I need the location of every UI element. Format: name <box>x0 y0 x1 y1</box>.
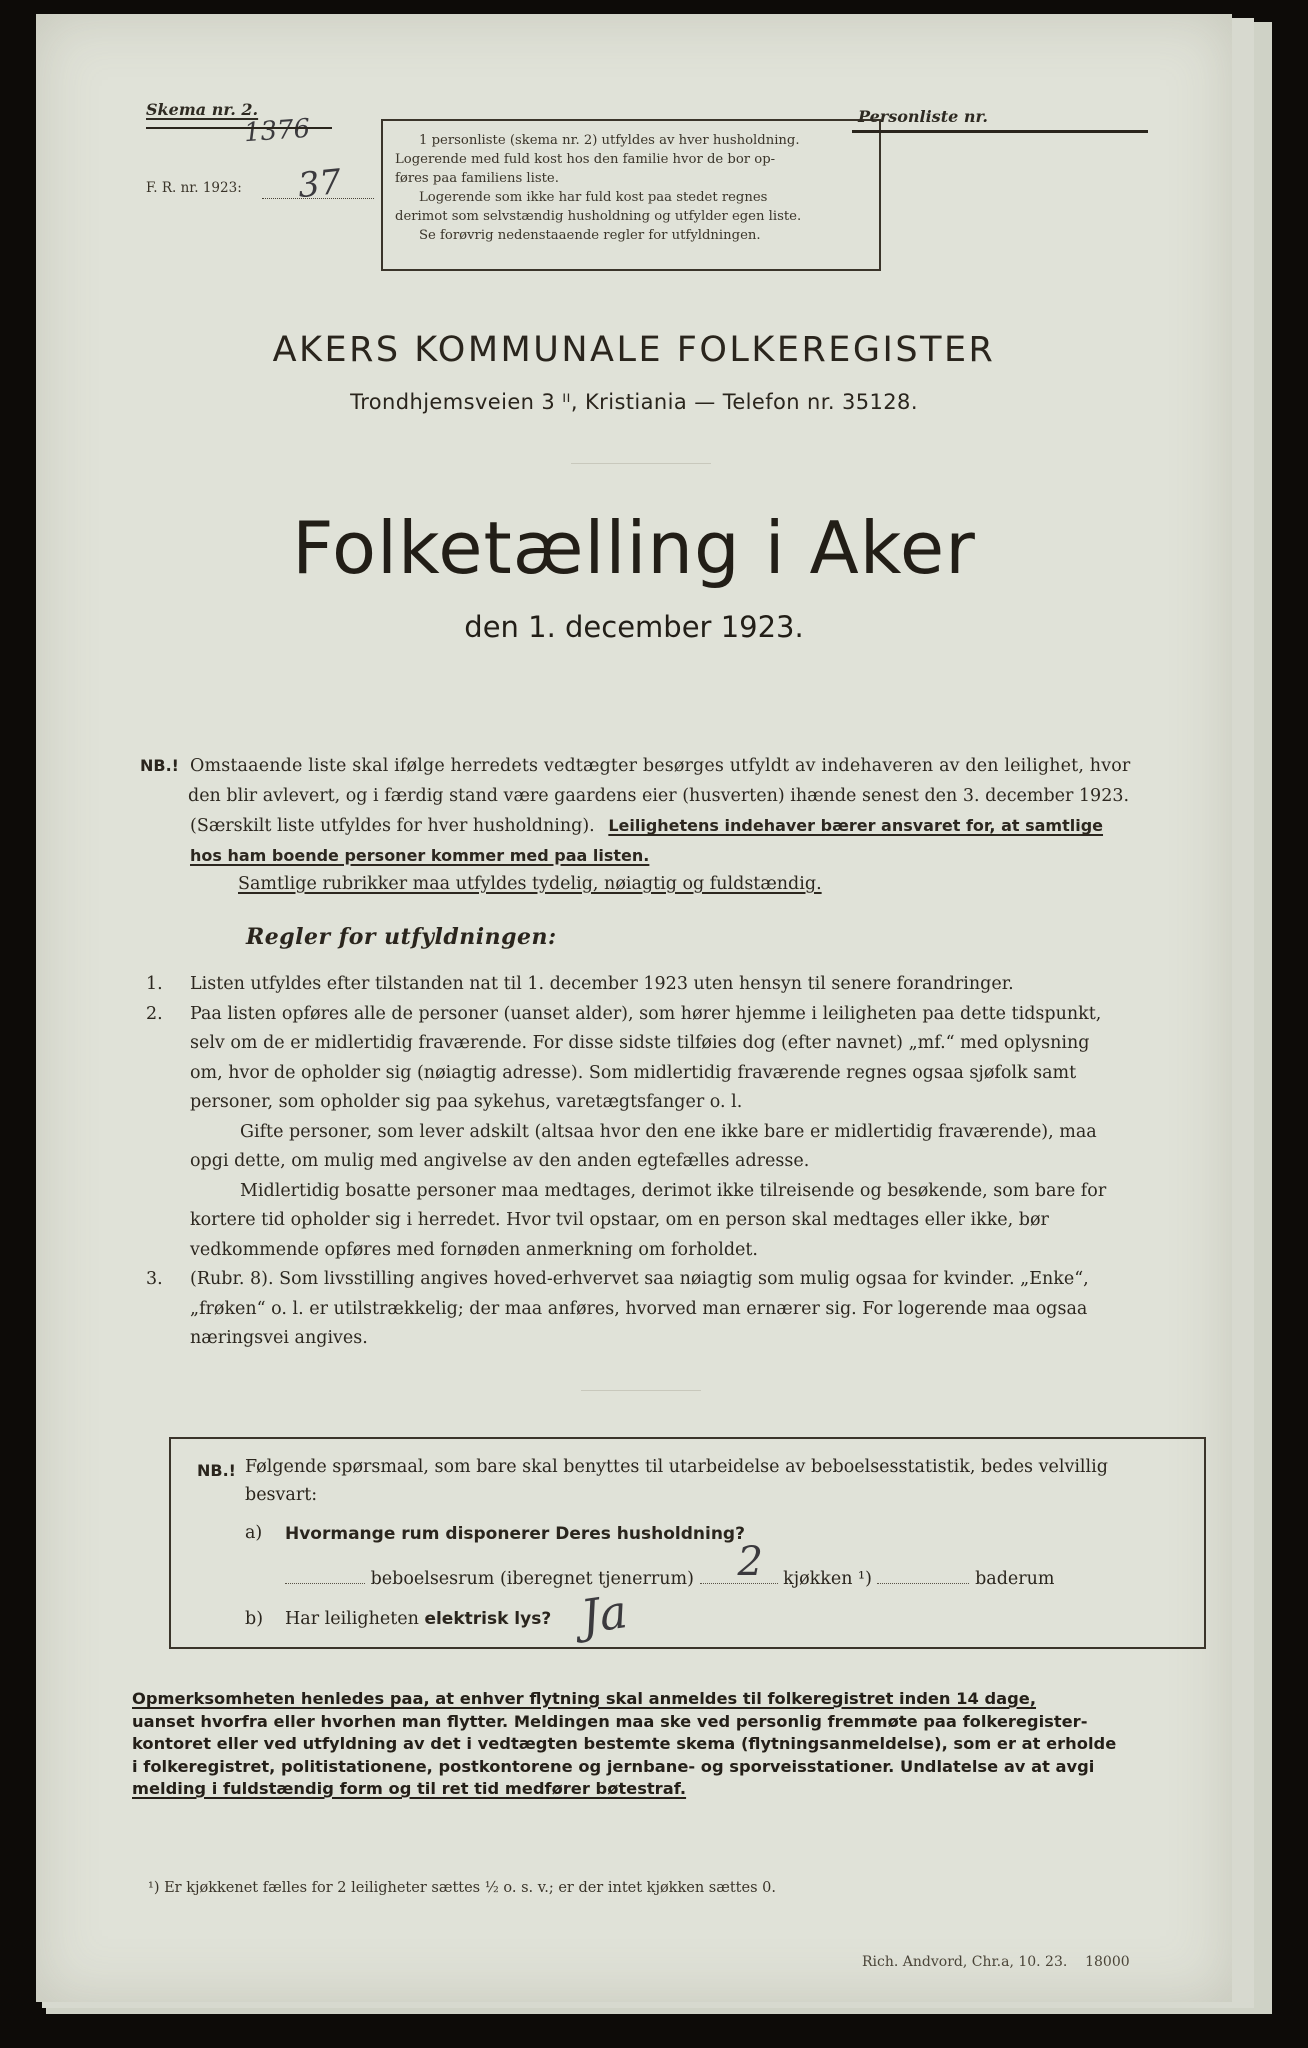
fr-number-label: F. R. nr. 1923: <box>146 180 242 196</box>
bath-label: baderum <box>975 1569 1055 1589</box>
rooms-row <box>285 1539 1055 1589</box>
question-b-answer[interactable]: Ja <box>577 1584 631 1644</box>
rule-line: vedkommende opføres med fornøden anmerkning om forholdet. <box>190 1239 758 1260</box>
housing-questions-box <box>169 1437 1206 1649</box>
rule-line: næringsvei angives. <box>190 1328 368 1348</box>
personliste-label: Personliste nr. <box>858 107 988 126</box>
nb-emphasis: hos ham boende personer kommer med paa listen. <box>190 845 650 865</box>
rule-line: Listen utfyldes efter tilstanden nat til 1. december 1923 uten hensyn til senere forandringer. <box>190 974 1014 994</box>
nb2-label: NB.! <box>197 1461 236 1480</box>
info-line: Logerende som ikke har fuld kost paa stedet regnes <box>419 190 768 205</box>
rule-line: Midlertidig bosatte personer maa medtages, derimot ikke tilreisende og besøkende, som bare for <box>240 1180 1107 1201</box>
nb-emphasis: Leilighetens indehaver bærer ansvaret for, at samtlige <box>608 816 1104 835</box>
notice-line: melding i fuldstændig form og til ret tid medfører bøtestraf. <box>132 1779 687 1798</box>
info-line: Logerende med fuld kost hos den familie hvor de bor op- <box>395 152 776 167</box>
nb2-intro-2: besvart: <box>245 1485 318 1505</box>
rule-number: 2. <box>146 1003 163 1024</box>
divider <box>581 1390 701 1391</box>
skema-text: Skema nr. 2. <box>146 100 259 119</box>
info-line: føres paa familiens liste. <box>395 171 559 186</box>
info-line: Se forøvrig nedenstaaende regler for utfyldningen. <box>419 228 761 243</box>
notice-line: kontoret eller ved utfyldning av det i vedtægten bestemte skema (flytningsanmeldelse), som er at erholde <box>132 1734 1117 1753</box>
printer-imprint: Rich. Andvord, Chr.a, 10. 23. 18000 <box>862 1954 1130 1970</box>
notice-line: uanset hvorfra eller hvorhen man flytter. Meldingen maa ske ved personlig fremmøte paa folkeregister- <box>132 1711 1088 1731</box>
nb-paragraph <box>190 752 1200 900</box>
nb2-intro: Følgende spørsmaal, som bare skal benyttes til utarbeidelse av beboelsesstatistik, bedes velvillig <box>245 1457 1108 1477</box>
rule-line: selv om de er midlertidig fraværende. For disse sidste tilføies dog (efter navnet) „mf.“ med oplysning <box>190 1033 1090 1053</box>
question-b <box>285 1609 551 1629</box>
rules-heading: Regler for utfyldningen: <box>246 924 557 950</box>
rule-line: Paa listen opføres alle de personer (uanset alder), som hører hjemme i leiligheten paa dette tidspunkt, <box>190 1003 1102 1024</box>
notice-line: i folkeregistret, politistationene, postkontorene og jernbane- og sporveisstationer. Undlatelse av at avgi <box>132 1756 1095 1776</box>
moving-notice <box>132 1688 1212 1801</box>
fr-handwritten-top: 1376 <box>243 113 312 149</box>
nb-line-3 <box>190 811 1200 841</box>
census-form-page <box>36 14 1232 2002</box>
notice-line: Opmerksomheten henledes paa, at enhver flytning skal anmeldes til folkeregistret inden 14 dage, <box>132 1689 1037 1708</box>
nb-line: Omstaaende liste skal ifølge herredets vedtægter besørges utfyldt av indehaveren av den leilighet, hvor <box>190 756 1131 776</box>
rule-line: (Rubr. 8). Som livsstilling angives hoved-erhvervet saa nøiagtig som mulig ogsaa for kvinder. „Enke“, <box>190 1269 1089 1289</box>
rule-line: „frøken“ o. l. er utilstrækkelig; der maa anføres, hvorved man ernærer sig. For logerende maa ogsaa <box>190 1298 1088 1319</box>
rule-number: 3. <box>146 1269 163 1289</box>
rule-line: Gifte personer, som lever adskilt (altsaa hvor den ene ikke bare er midlertidig fraværende), maa <box>240 1121 1097 1142</box>
info-line: derimot som selvstændig husholdning og utfylder egen liste. <box>395 209 802 224</box>
rule-line: om, hvor de opholder sig (nøiagtig adresse). Som midlertidig fraværende regnes ogsaa sjøfolk samt <box>190 1062 1077 1083</box>
household-info-box <box>381 119 881 271</box>
footnote: ¹) Er kjøkkenet fælles for 2 leiligheter sættes ½ o. s. v.; er der intet kjøkken sættes 0. <box>148 1880 776 1896</box>
nb-line: den blir avlevert, og i færdig stand være gaardens eier (husverten) ihænde senest den 3. december 1923. <box>188 785 1130 806</box>
nb-emphasis: Samtlige rubrikker maa utfyldes tydelig, nøiagtig og fuldstændig. <box>238 874 822 894</box>
question-a-label: a) <box>245 1523 263 1543</box>
question-b-label: b) <box>245 1609 264 1629</box>
rule-number: 1. <box>146 974 163 994</box>
rules-list <box>146 970 1206 1354</box>
question-a: Hvormange rum disponerer Deres husholdning? <box>285 1524 745 1544</box>
divider <box>571 463 711 464</box>
rooms-value: 2 <box>737 1539 763 1585</box>
office-name: AKERS KOMMUNALE FOLKEREGISTER <box>272 330 996 370</box>
rule-line: personer, som opholder sig paa sykehus, varetægtsfanger o. l. <box>190 1092 743 1112</box>
rule-line: kortere tid opholder sig i herredet. Hvor tvil opstaar, om en person skal medtages eller ikke, bør <box>190 1210 1049 1230</box>
rooms-blank-prefix <box>285 1569 365 1584</box>
kitchen-field[interactable] <box>877 1569 969 1584</box>
office-address: Trondhjemsveien 3 ᴵᴵ, Kristiania — Telefon nr. 35128. <box>350 390 918 414</box>
rule-line: opgi dette, om mulig med angivelse av den anden egtefælles adresse. <box>190 1151 810 1171</box>
nb-label: NB.! <box>140 756 179 775</box>
rooms-field[interactable] <box>700 1539 778 1585</box>
info-line: 1 personliste (skema nr. 2) utfyldes av hver husholdning. <box>419 133 800 148</box>
skema-rule <box>146 127 332 129</box>
kitchen-label: kjøkken ¹) <box>783 1569 872 1589</box>
nb-line: (Særskilt liste utfyldes for hver husholdning). <box>190 816 595 836</box>
question-b-bold: elektrisk lys? <box>424 1609 552 1629</box>
personliste-line <box>852 130 1148 133</box>
census-date: den 1. december 1923. <box>464 610 804 644</box>
fr-handwritten-bottom: 37 <box>296 161 344 207</box>
question-b-text: Har leiligheten <box>285 1609 419 1629</box>
skema-label <box>146 100 258 119</box>
rooms-label: beboelsesrum (iberegnet tjenerrum) <box>370 1569 694 1589</box>
page-title: Folketælling i Aker <box>292 506 976 590</box>
